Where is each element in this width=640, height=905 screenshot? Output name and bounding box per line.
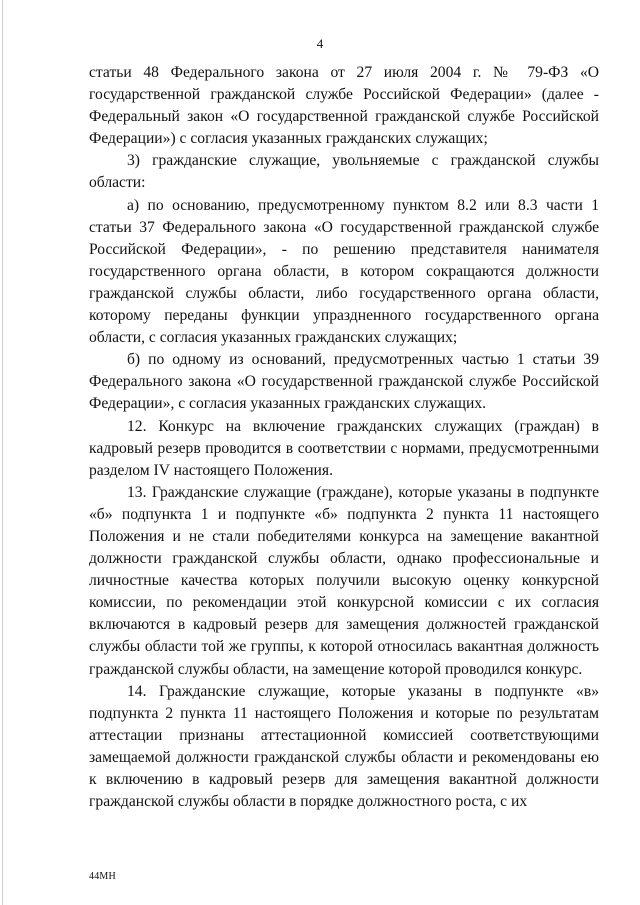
paragraph-item-3: 3) гражданские служащие, увольняемые с гражданской службы области: <box>89 152 599 192</box>
paragraph-subitem-a: а) по основанию, предусмотренному пунктом 8.2 или 8.3 части 1 статьи 37 Федерального закона «О государственной гражданской службе Российской Федерации», - по решению представителя нанимателя государственного органа области, в котором сокращаются должности гражданской службы области, либо государственного органа области, которому переданы функции упраздненного государственного органа области, с согласия указанных гражданских служащих; <box>89 196 599 347</box>
document-body <box>89 62 599 813</box>
paragraph-14: 14. Гражданские служащие, которые указаны в подпункте «в» подпункта 2 пункта 11 настоящего Положения и которые по результатам аттестации признаны аттестационной комиссией соответствующими замещаемой должности гражданской службы области и рекомендованы ею к включению в кадровый резерв для замещения вакантной должности гражданской службы области в порядке должностного роста, с их <box>89 682 599 811</box>
page-number: 4 <box>316 36 324 51</box>
paragraph-13: 13. Гражданские служащие (граждане), которые указаны в подпункте «б» подпункта 1 и подпункте «б» подпункта 2 пункта 11 настоящего Положения и не стали победителями конкурса на замещение вакантной должности гражданской службы области, однако профессиональные и личностные качества которых получили высокую оценку конкурсной комиссии, по рекомендации этой конкурсной комиссии с их согласия включаются в кадровый резерв для замещения должностей гражданской службы области той же группы, к которой относилась вакантная должность гражданской службы области, на замещение которой проводился конкурс. <box>89 483 599 678</box>
footer-code: 44МН <box>89 871 116 882</box>
scan-edge <box>2 0 3 905</box>
paragraph-continuation: статьи 48 Федерального закона от 27 июля 2004 г. № 79-ФЗ «О государственной гражданской службе Российской Федерации» (далее - Федеральный закон «О государственной гражданской службе Российской Федерации») с согласия указанных гражданских служащих; <box>89 64 599 148</box>
paragraph-12: 12. Конкурс на включение гражданских служащих (граждан) в кадровый резерв проводится в соответствии с нормами, предусмотренными разделом IV настоящего Положения. <box>89 417 599 479</box>
paragraph-subitem-b: б) по одному из оснований, предусмотренных частью 1 статьи 39 Федерального закона «О государственной гражданской службе Российской Федерации», с согласия указанных гражданских служащих. <box>89 351 599 413</box>
